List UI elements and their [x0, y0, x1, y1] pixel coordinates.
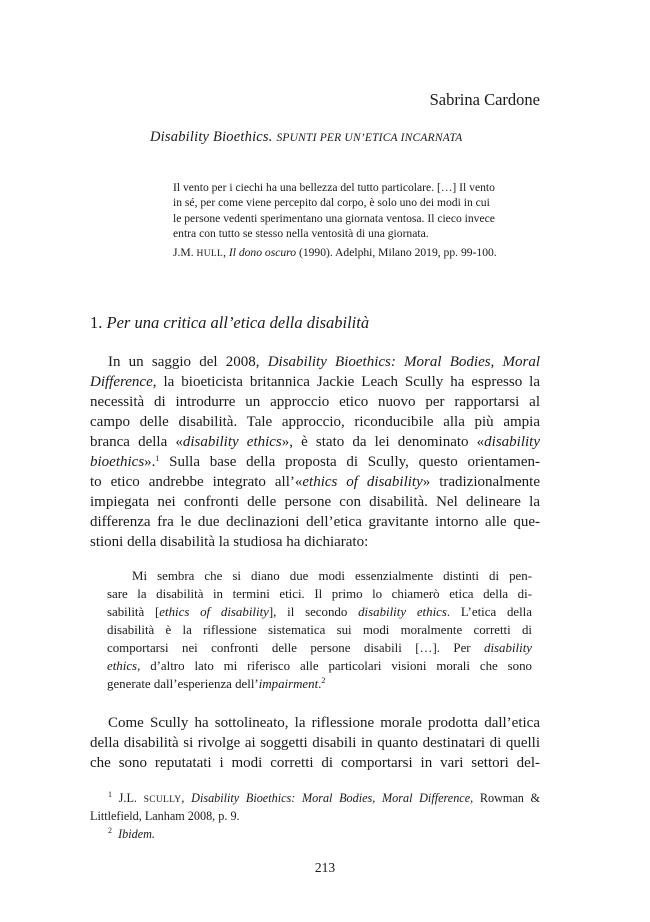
epigraph-line: in sé, per come viene percepito dal corpo, è solo uno dei modi in cui: [173, 196, 490, 210]
footnote-continuation: Littlefield, Lanham 2008, p. 9.: [90, 809, 240, 823]
body-line: Come Scully ha sottolineato, la riflessione morale prodotta dall’etica: [108, 715, 540, 731]
footnote-ref: 1: [155, 454, 160, 463]
footnote-number: 2: [108, 826, 112, 835]
body-line: [90, 432, 540, 452]
section-number: 1.: [90, 313, 107, 332]
title-main: Disability Bioethics.: [150, 129, 277, 145]
quote-line: [107, 675, 532, 693]
author-surname: SCULLY: [143, 795, 182, 805]
term: disability: [484, 434, 540, 450]
body-line: [90, 372, 540, 392]
footnote: [90, 789, 540, 809]
text: ,: [181, 791, 192, 805]
title-subtitle: SPUNTI PER UN’ETICA INCARNATA: [276, 132, 463, 144]
epigraph-author-initials: J.M.: [173, 246, 197, 259]
text: » tradizionalmente: [422, 474, 540, 490]
term: ethics of disability: [159, 605, 269, 619]
quote-line: [107, 657, 532, 675]
body-line: stioni della disabilità la studiosa ha dichiarato:: [90, 534, 369, 550]
quote-line: Mi sembra che si diano due modi essenzialmente distinti di pen-: [132, 569, 532, 583]
work-title: Difference: [90, 374, 153, 390]
text: , d’altro lato mi riferisco alle particolari visioni morali che sono: [137, 659, 532, 673]
body-line: che sono reputatati i modi corretti di comportarsi in vari settori del-: [90, 755, 540, 771]
body-line: necessità di introdurre un approccio etico nuovo per rapportarsi al: [90, 394, 540, 410]
body-line: differenza fra le due declinazioni dell’etica gravitante intorno alle que-: [90, 514, 540, 530]
body-line: [90, 452, 540, 472]
epigraph-line: le persone vedenti sperimentano una giornata ventosa. Il cieco invece: [173, 211, 495, 225]
epigraph-author-surname: HULL: [196, 249, 224, 259]
page-number: 213: [314, 860, 336, 875]
text: J.L.: [112, 791, 144, 805]
text: . L’etica della: [446, 605, 532, 619]
section-title: Per una critica all’etica della disabilità: [106, 313, 370, 332]
text: Ibidem.: [118, 827, 155, 841]
term: ethics of disability: [302, 474, 423, 490]
text: comportarsi nei confronti delle persone disabili […]. Per: [107, 641, 485, 655]
text: , la bioeticista britannica Jackie Leach Scully ha espresso la: [152, 374, 540, 390]
term: impairment: [258, 677, 319, 691]
term: disability ethics: [182, 434, 282, 450]
text: .: [318, 677, 322, 691]
footnote: [90, 825, 540, 843]
text: sabilità [: [107, 605, 160, 619]
epigraph-line: entra con tutto se stesso nella ventosità di una giornata.: [173, 227, 429, 241]
term: ethics: [107, 659, 138, 673]
body-line: [90, 352, 540, 372]
text: ], il secondo: [268, 605, 359, 619]
work-title: Disability Bioethics: Moral Bodies, Moral Difference: [191, 791, 471, 805]
text: to etico andrebbe integrato all’«: [90, 474, 303, 490]
quote-line: disabilità è la riflessione sistematica sui modi moralmente corretti di: [107, 623, 532, 637]
term: bioethics: [90, 454, 145, 470]
epigraph-publication: (1990). Adelphi, Milano 2019, pp. 99-100.: [296, 246, 497, 259]
body-line: della disabilità si rivolge ai soggetti disabili in quanto destinatari di quelli: [90, 735, 540, 751]
section-heading: [90, 313, 369, 333]
work-title: Disability Bioethics: Moral Bodies, Moral: [267, 354, 540, 370]
text: Sulla base della proposta di Scully, questo orientamen-: [159, 454, 540, 470]
text: ».: [144, 454, 156, 470]
text: generate dall’esperienza dell’: [107, 677, 259, 691]
epigraph-line: Il vento per i ciechi ha una bellezza del tutto particolare. […] Il vento: [173, 181, 495, 194]
body-line: campo delle disabilità. Tale approccio, riconducibile alla più ampia: [90, 414, 540, 430]
epigraph-sep: ,: [223, 246, 229, 259]
quote-line: sare la disabilità in termini etici. Il primo lo chiamerò etica della di-: [107, 587, 532, 601]
epigraph-source: [173, 246, 497, 259]
quote-line: [107, 603, 532, 621]
text: In un saggio del 2008,: [108, 354, 268, 370]
quote-line: [107, 639, 532, 657]
term: disability: [484, 641, 532, 655]
text: branca della «: [90, 434, 183, 450]
body-line: [90, 472, 540, 492]
epigraph: [173, 180, 548, 242]
text: , Rowman &: [470, 791, 540, 805]
running-head-author: Sabrina Cardone: [429, 90, 540, 109]
epigraph-work-title: Il dono oscuro: [228, 246, 297, 259]
body-line: impiegata nei confronti delle persone con disabilità. Nel delineare la: [90, 494, 540, 510]
footnote-ref: 2: [321, 676, 326, 685]
footnote-number: 1: [108, 790, 112, 799]
text: », è stato da lei denominato «: [281, 434, 485, 450]
term: disability ethics: [358, 605, 447, 619]
article-title: [150, 129, 463, 146]
